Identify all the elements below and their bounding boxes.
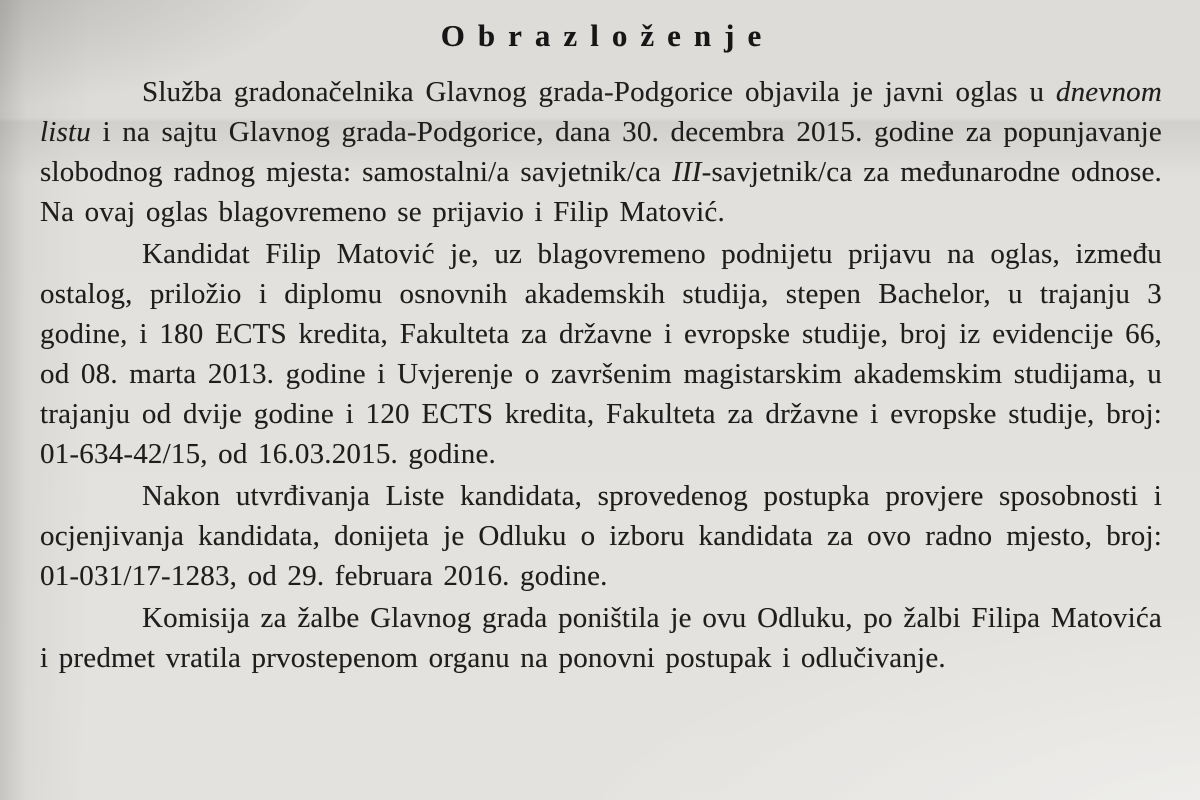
- document-paragraph: [40, 72, 1162, 232]
- document-title: Obrazloženje: [440, 18, 775, 53]
- paragraph-segment: Komisija za žalbe Glavnog grada poništila je ovu Odluku, po žalbi Filipa Matovića i predmet vratila prvostepenom organu na ponovni postupak i odlučivanje.: [40, 602, 1162, 674]
- paragraph-segment: i na sajtu Glavnog grada-Podgorice, dana 30. decembra 2015. godine za popunjavanje slobodnog radnog mjesta: samostalni/a savjetnik/ca: [40, 116, 1162, 188]
- paragraph-segment-italic: III: [672, 156, 702, 188]
- paragraph-segment: Služba gradonačelnika Glavnog grada-Podgorice objavila je javni oglas u: [142, 76, 1056, 108]
- paragraph-segment: -savjetnik/ca za međunarodne odnose. Na ovaj oglas blagovremeno se prijavio i Filip Matović.: [40, 156, 1162, 228]
- document-paragraph: [40, 476, 1162, 596]
- paragraph-segment: Kandidat Filip Matović je, uz blagovremeno podnijetu prijavu na oglas, između ostalog, priložio i diplomu osnovnih akademskih studija, stepen Bachelor, u trajanju 3 godine, i 180 ECTS kredita, Fakulteta za državne i evropske studije, broj iz evidencije 66, od 08. marta 2013. godine i Uvjerenje o završenim magistarskim akademskim studijama, u trajanju od dvije godine i 120 ECTS kredita, Fakulteta za državne i evropske studije, broj: 01-634-42/15, od 16.03.2015. godine.: [40, 238, 1162, 470]
- document-paragraph: [40, 598, 1162, 678]
- paragraph-segment: Nakon utvrđivanja Liste kandidata, sprovedenog postupka provjere sposobnosti i ocjenjivanja kandidata, donijeta je Odluku o izboru kandidata za ovo radno mjesto, broj: 01-031/17-1283, od 29. februara 2016. godine.: [40, 480, 1162, 592]
- document-body: [40, 72, 1162, 678]
- document-paragraph: [40, 234, 1162, 474]
- paragraph-segment-italic: dnevnom listu: [40, 76, 1162, 148]
